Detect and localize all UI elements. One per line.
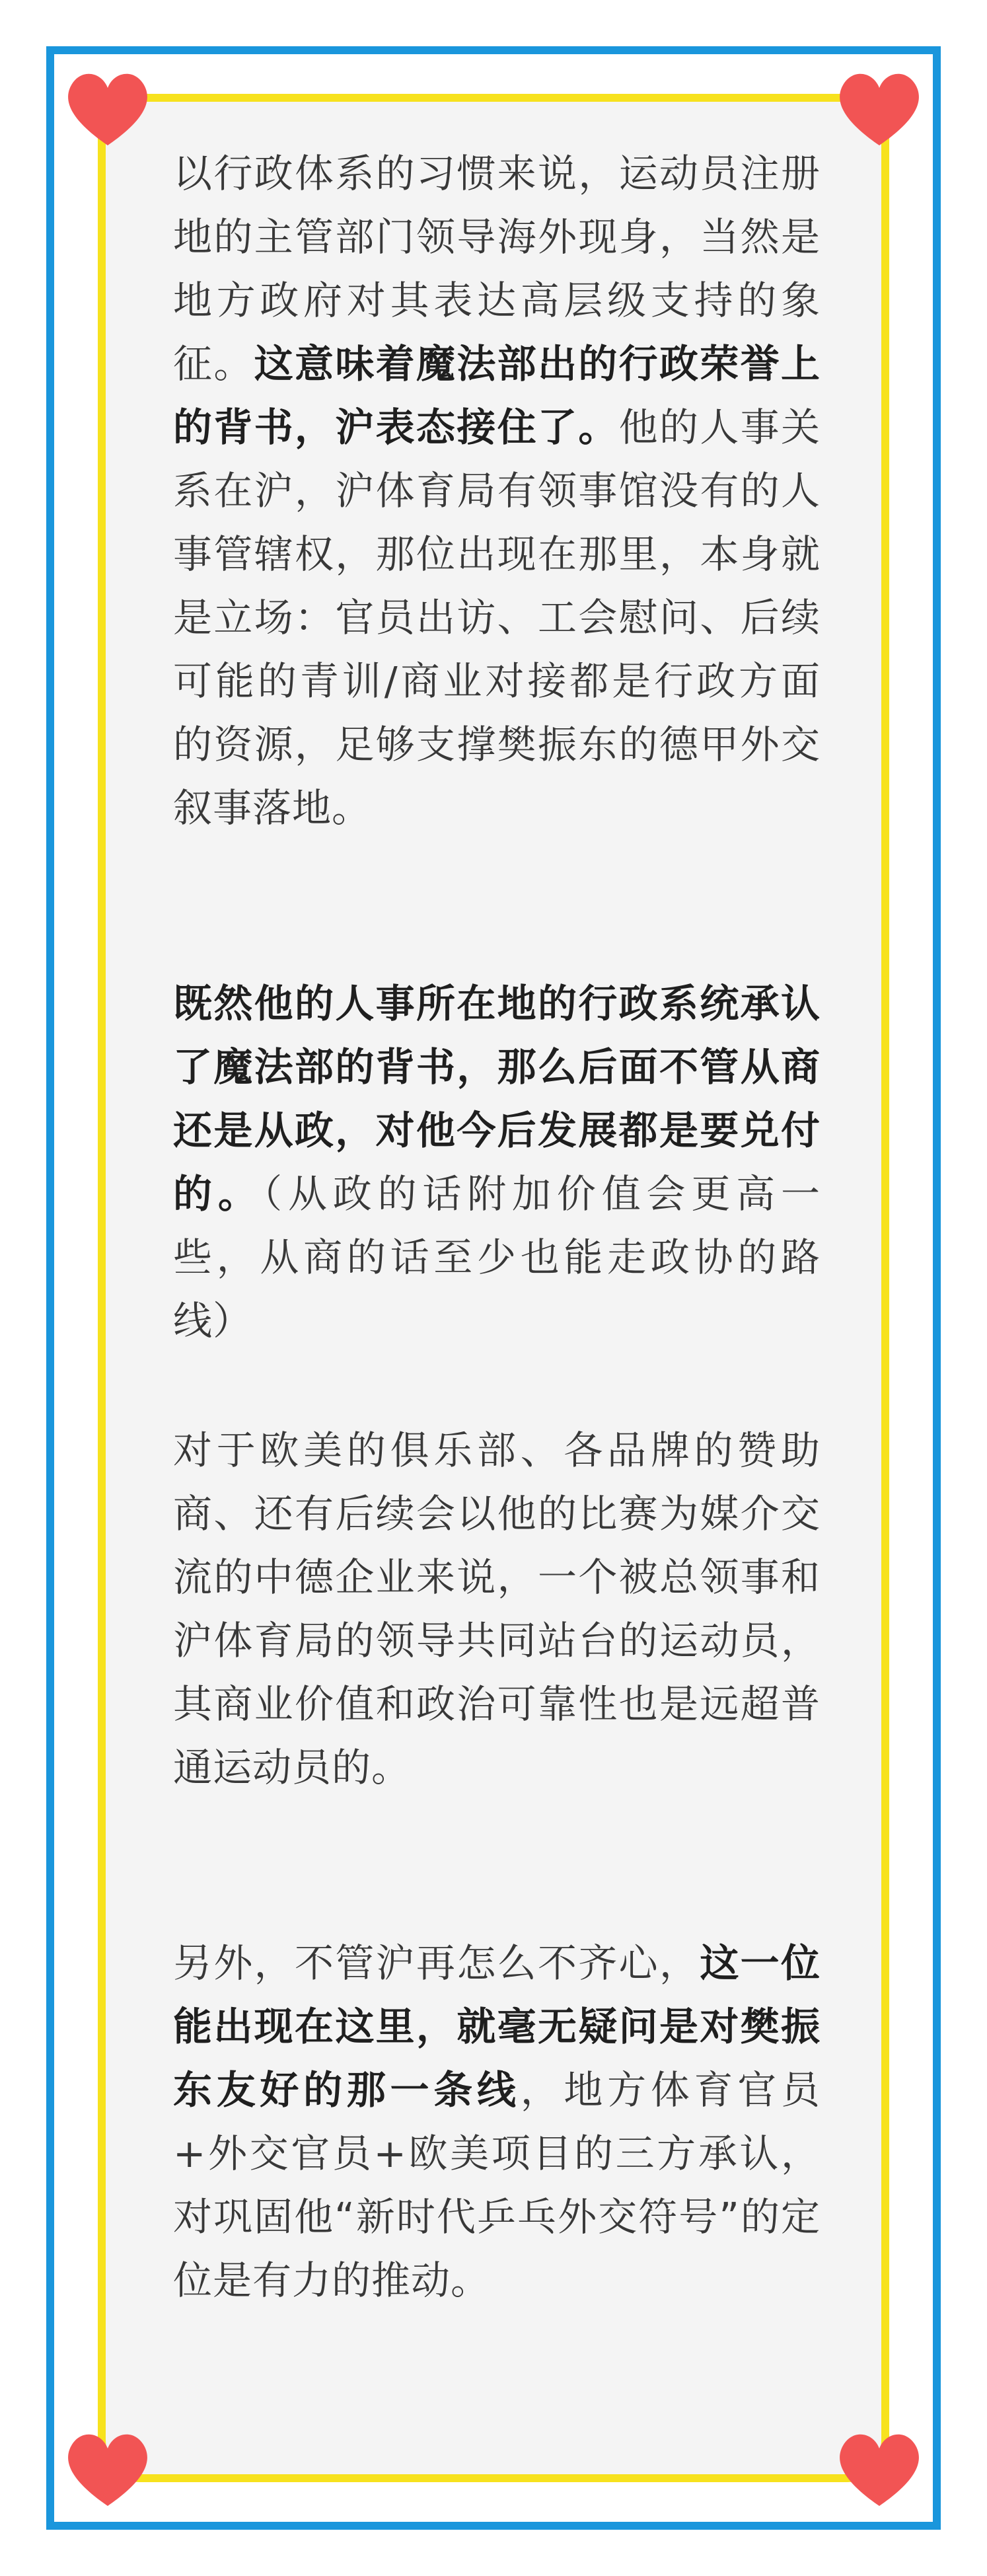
- heart-icon: [58, 2419, 157, 2518]
- paragraph-4-text: ，地方体育官员+外交官员+欧美项目的三方承认，对巩固他“新时代乒乓外交符号”的定位是有力的推动。: [173, 2067, 821, 2303]
- heart-icon: [830, 58, 929, 157]
- paragraph-2-bold: 既然他的人事所在地的行政系统承认了魔法部的背书，那么后面不管从商还是从政，对他今后发展都是要兑付的。: [173, 981, 821, 1217]
- paragraph-1-text: 他的人事关系在沪，沪体育局有领事馆没有的人事管辖权，那位出现在那里，本身就是立场：官员出访、工会慰问、后续可能的青训/商业对接都是行政方面的资源，足够支撑樊振东的德甲外交叙事落地。: [173, 404, 821, 831]
- paragraph-3: [173, 1419, 821, 1799]
- paragraph-2-text: （从政的话附加价值会更高一些，从商的话至少也能走政协的路线）: [173, 1171, 821, 1344]
- paragraph-3-text: 对于欧美的俱乐部、各品牌的赞助商、还有后续会以他的比赛为媒介交流的中德企业来说，一个被总领事和沪体育局的领导共同站台的运动员，其商业价值和政治可靠性也是远超普通运动员的。: [173, 1427, 821, 1790]
- paragraph-2: [173, 972, 821, 1353]
- paragraph-4-bold: 这一位能出现在这里，就毫无疑问是对樊振东友好的那一条线: [173, 1940, 821, 2113]
- paragraph-1-bold: 这意味着魔法部出的行政荣誉上的背书，沪表态接住了。: [173, 341, 821, 450]
- article-body: [173, 142, 821, 2312]
- heart-icon: [830, 2419, 929, 2518]
- heart-icon: [58, 58, 157, 157]
- paragraph-1-text: 以行政体系的习惯来说，运动员注册地的主管部门领导海外现身，当然是地方政府对其表达高层级支持的象征。: [173, 151, 821, 387]
- paragraph-4: [173, 1932, 821, 2312]
- paragraph-1: [173, 142, 821, 840]
- paragraph-4-text: 另外，不管沪再怎么不齐心，: [173, 1940, 700, 1986]
